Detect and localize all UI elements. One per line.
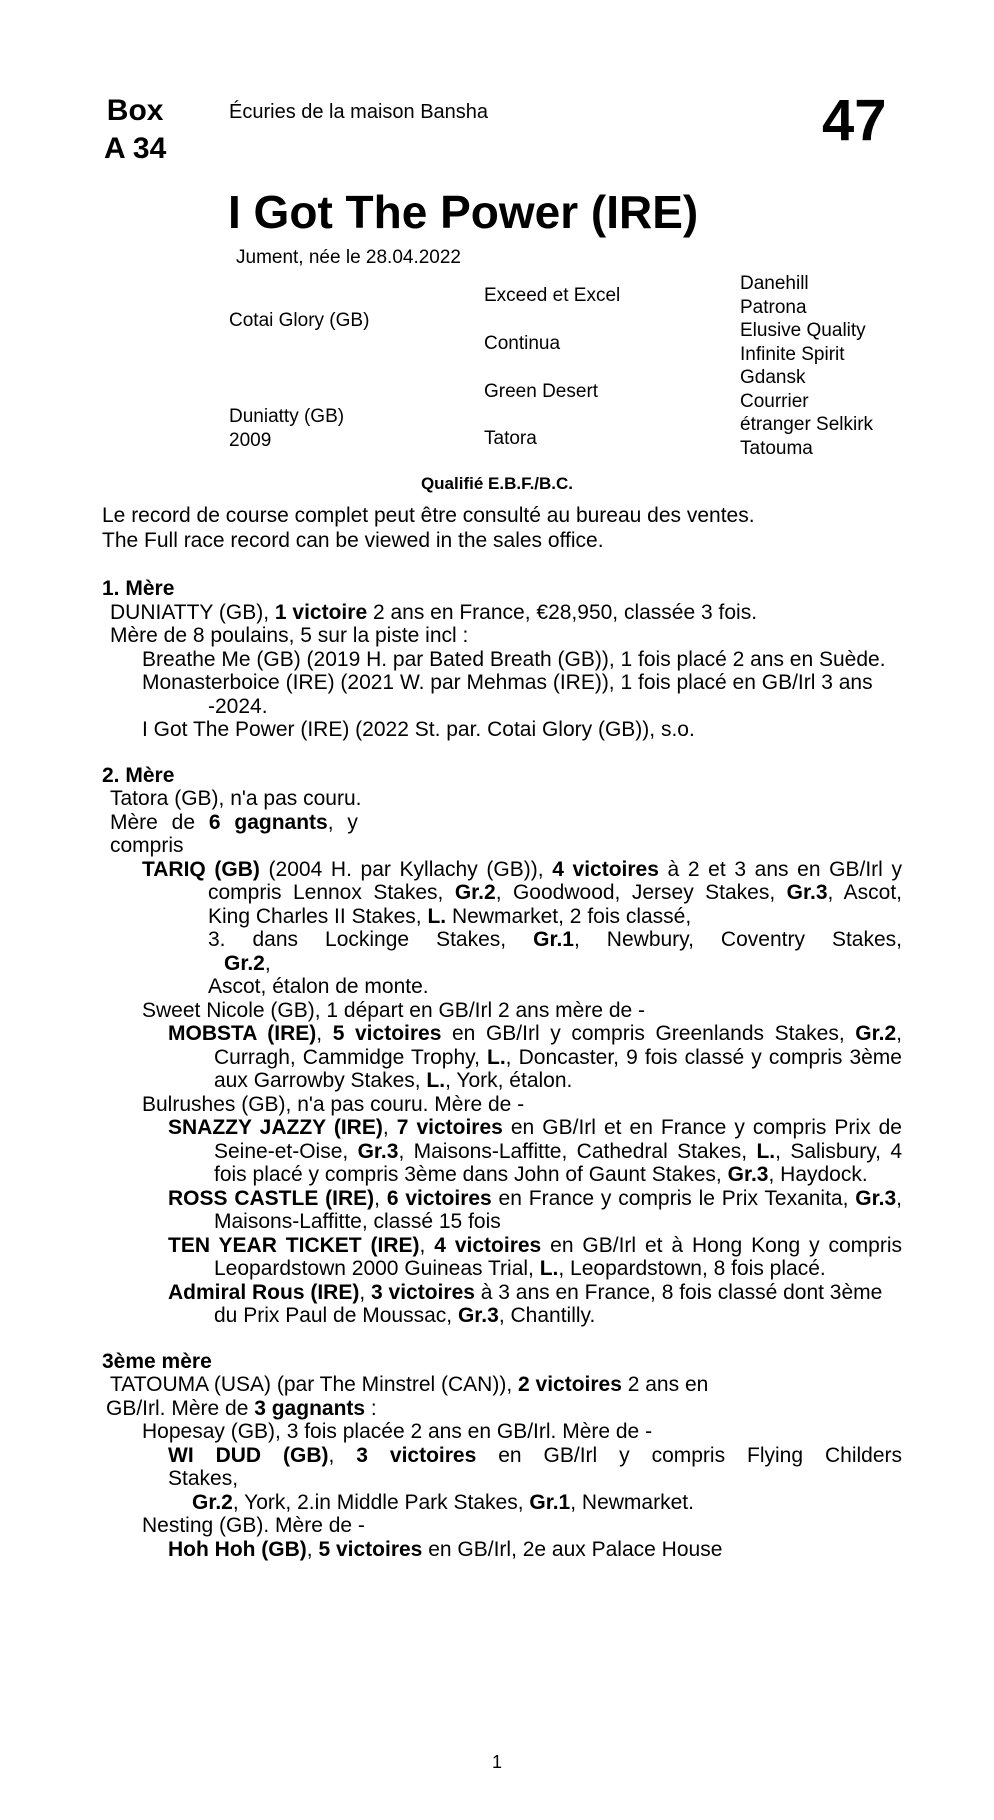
pedigree-gen3: Courrier [740,391,809,412]
produce-tariq-cont: Ascot, étalon de monte. [208,975,429,998]
pedigree-sire: Cotai Glory (GB) [229,310,370,331]
pedigree-gen2: Tatora [484,428,537,449]
pedigree-gen3: Danehill [740,273,809,294]
produce-tariq-cont: Gr.2, [224,951,271,975]
second-dam-line: Tatora (GB), n'a pas couru. [110,787,362,810]
box-label-line1: Box [106,94,164,127]
produce-ten-year-ticket: TEN YEAR TICKET (IRE), 4 victoires en GB/Irl et à Hong Kong y compris Leopardstown 2000 Guineas Trial, L., Leopardstown, 8 fois placé. [168,1233,902,1280]
produce-tariq-cont: 3. dans Lockinge Stakes, Gr.1, Newbury, Coventry Stakes, [208,928,902,951]
produce-wi-dud: WI DUD (GB), 3 victoires en GB/Irl y compris Flying Childers Stakes, [168,1443,902,1490]
third-dam-line: TATOUMA (USA) (par The Minstrel (CAN)), 2 victoires 2 ans en [110,1373,709,1396]
second-dam-winners: Mère de 6 gagnants, y [110,810,358,834]
produce-entry: Sweet Nicole (GB), 1 départ en GB/Irl 2 ans mère de - [142,998,646,1022]
qualification: Qualifié E.B.F./B.C. [420,474,574,493]
produce-entry: Hopesay (GB), 3 fois placée 2 ans en GB/Irl. Mère de - [142,1420,653,1443]
produce-hoh-hoh: Hoh Hoh (GB), 5 victoires en GB/Irl, 2e aux Palace House [168,1537,723,1561]
lot-number: 47 [822,88,887,153]
first-dam-produce-intro: Mère de 8 poulains, 5 sur la piste incl : [110,624,469,647]
produce-entry: Breathe Me (GB) (2019 H. par Bated Breath (GB)), 1 fois placé 2 ans en Suède. [142,647,886,671]
pedigree-dam: Duniatty (GB) [229,406,345,427]
first-dam-line: DUNIATTY (GB), 1 victoire 2 ans en France, €28,950, classée 3 fois. [110,600,758,624]
produce-entry: Bulrushes (GB), n'a pas couru. Mère de - [142,1092,525,1116]
box-number: A 34 [104,132,167,165]
third-dam-winners: GB/Irl. Mère de 3 gagnants : [106,1396,377,1420]
pedigree-gen2: Continua [484,333,561,354]
pedigree-dam-year: 2009 [229,430,272,451]
pedigree-gen3: Patrona [740,297,807,318]
pedigree-gen3: Elusive Quality [740,320,866,341]
pedigree-gen3: Infinite Spirit [740,344,845,365]
catalogue-body [102,577,902,1561]
produce-snazzy-jazzy: SNAZZY JAZZY (IRE), 7 victoires en GB/Irl et en France y compris Prix de Seine-et-Oise, Gr.3, Maisons-Laffitte, Cathedral Stakes, L., Salisbury, 4 fois placé y compris 3ème dans John of Gaunt Stakes, Gr.3, Haydock. [168,1116,902,1186]
notice-fr: Le record de course complet peut être consulté au bureau des ventes. [102,504,755,527]
second-dam-winners-cont: compris [110,834,184,857]
horse-description: Jument, née le 28.04.2022 [236,247,462,268]
pedigree-gen2: Exceed et Excel [484,285,621,306]
box-label [104,92,166,168]
horse-name: I Got The Power (IRE) [228,186,699,238]
pedigree-gen2: Green Desert [484,381,599,402]
section-heading-third-dam: 3ème mère [102,1349,212,1373]
produce-entry: Nesting (GB). Mère de - [142,1514,365,1537]
produce-entry: I Got The Power (IRE) (2022 St. par. Cotai Glory (GB)), s.o. [142,718,695,741]
notice-en: The Full race record can be viewed in the sales office. [102,529,604,552]
consignor: Écuries de la maison Bansha [229,101,489,123]
produce-mobsta: MOBSTA (IRE), 5 victoires en GB/Irl y compris Greenlands Stakes, Gr.2, Curragh, Cammidge Trophy, L., Doncaster, 9 fois classé y compris 3ème aux Garrowby Stakes, L., York, étalon. [168,1022,903,1092]
produce-wi-dud-cont: Gr.2, York, 2.in Middle Park Stakes, Gr.1, Newmarket. [192,1490,694,1514]
section-heading-first-dam: 1. Mère [102,577,175,600]
produce-admiral-rous: Admiral Rous (IRE), 3 victoires à 3 ans en France, 8 fois classé dont 3ème du Prix Paul de Moussac, Gr.3, Chantilly. [168,1280,883,1327]
pedigree-gen3: Gdansk [740,367,806,388]
pedigree-gen3: Tatouma [740,438,813,459]
produce-entry: Monasterboice (IRE) (2021 W. par Mehmas (IRE)), 1 fois placé en GB/Irl 3 ans -2024. [142,671,873,718]
page-number: 1 [491,1752,502,1772]
section-heading-second-dam: 2. Mère [102,763,175,787]
produce-ross-castle: ROSS CASTLE (IRE), 6 victoires en France y compris le Prix Texanita, Gr.3, Maisons-Laffitte, classé 15 fois [168,1186,902,1233]
pedigree-gen3: étranger Selkirk [740,414,874,435]
produce-tariq: TARIQ (GB) (2004 H. par Kyllachy (GB)), 4 victoires à 2 et 3 ans en GB/Irl y compris Lennox Stakes, Gr.2, Goodwood, Jersey Stakes, Gr.3, Ascot, King Charles II Stakes, L. Newmarket, 2 fois classé, [142,857,902,928]
